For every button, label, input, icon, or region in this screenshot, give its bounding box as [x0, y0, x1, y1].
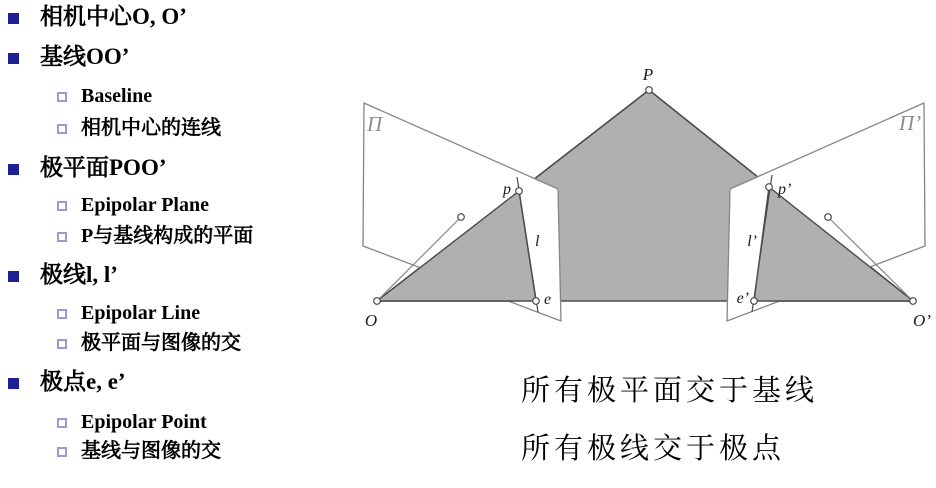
- label-pi: Π: [367, 112, 383, 136]
- caption-planes-meet-baseline: 所有极平面交于基线: [521, 375, 819, 407]
- bullet-label: Epipolar Line: [81, 302, 201, 324]
- label-l: l: [535, 233, 540, 250]
- point-e-marker: [533, 298, 540, 305]
- label-p: p: [503, 181, 511, 198]
- label-P: P: [642, 65, 654, 84]
- bullet-label: 极线l, l’: [40, 262, 118, 287]
- bullet-label: 极点e, e’: [40, 369, 126, 394]
- label-p-prime: p’: [778, 181, 792, 198]
- point-e-prime-marker: [751, 298, 758, 305]
- bullet-label: Epipolar Plane: [81, 194, 209, 216]
- label-l-prime: l’: [747, 233, 757, 250]
- point-O-marker: [374, 298, 381, 305]
- bullet-label: Epipolar Point: [81, 411, 207, 433]
- bullet-label: 极平面POO’: [40, 155, 167, 180]
- bullet-label: 极平面与图像的交: [81, 332, 241, 354]
- point-p-prime-marker: [766, 184, 773, 191]
- bullet-label: Baseline: [81, 85, 153, 107]
- label-O: O: [364, 311, 378, 330]
- bullet-label: P与基线构成的平面: [81, 225, 254, 247]
- bullet-label: 基线OO’: [40, 44, 130, 69]
- label-O-prime: O’: [913, 311, 931, 330]
- caption-lines-meet-epipole: 所有极线交于极点: [521, 433, 786, 465]
- right-aux-point-marker: [825, 214, 832, 221]
- label-e-prime: e’: [736, 290, 749, 307]
- bullet-label: 相机中心的连线: [81, 117, 221, 139]
- point-P-marker: [646, 87, 653, 94]
- bullet-label: 基线与图像的交: [81, 440, 221, 462]
- point-p-marker: [516, 188, 523, 195]
- bullet-label: 相机中心O, O’: [40, 4, 187, 29]
- label-e: e: [544, 291, 552, 308]
- left-aux-point-marker: [458, 214, 465, 221]
- point-O-prime-marker: [910, 298, 917, 305]
- label-pi-prime: Π’: [899, 111, 922, 135]
